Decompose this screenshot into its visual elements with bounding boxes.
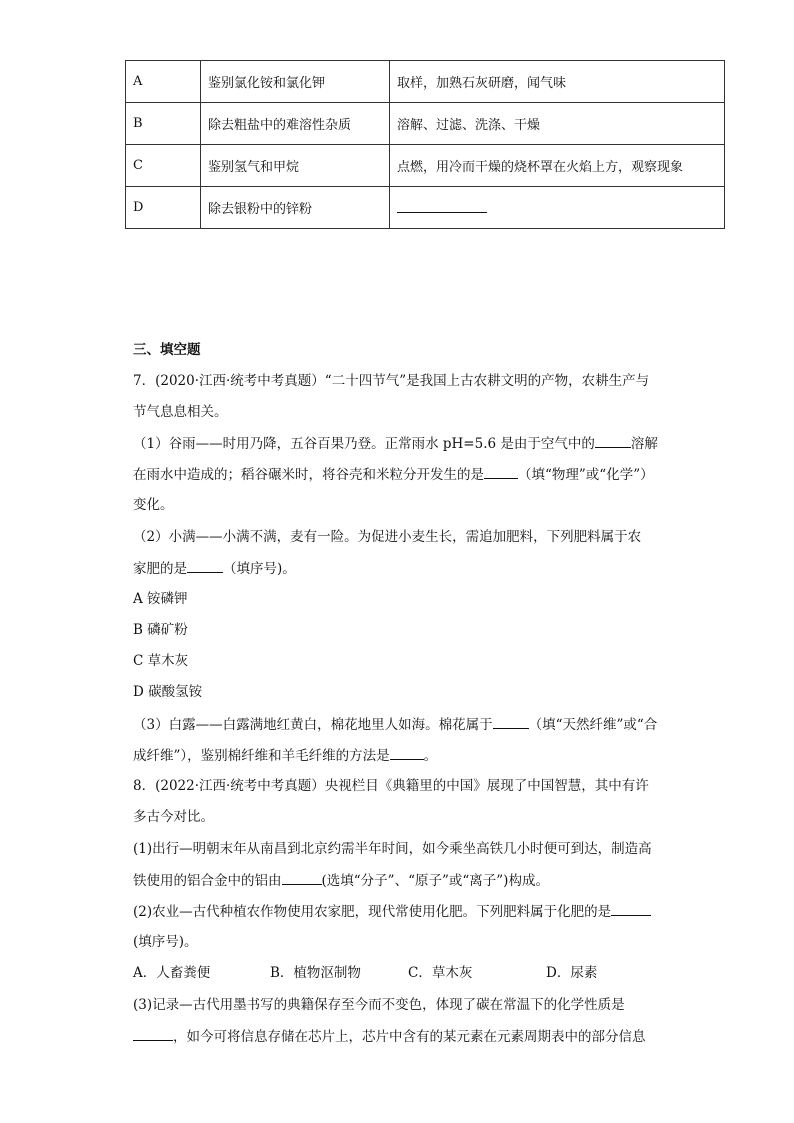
q7-line2: 节气息息相关。: [133, 404, 228, 420]
text: 成纤维”），鉴别棉纤维和羊毛纤维的方法是: [133, 748, 390, 764]
row-purpose: 鉴别氢气和甲烷: [201, 145, 390, 187]
choice-d: D．尿素: [546, 965, 598, 981]
row-method: 点燃，用冷而干燥的烧杯罩在火焰上方，观察现象: [390, 145, 725, 187]
q7-line1: 7．(2020·江西·统考中考真题）“二十四节气”是我国上古农耕文明的产物，农耕生产与: [133, 373, 650, 389]
text: （1）谷雨——时用乃降，五谷百果乃登。正常雨水 pH=5.6 是由于空气中的: [133, 436, 595, 452]
text: （填序号)。: [223, 561, 296, 577]
row-letter: B: [126, 103, 201, 145]
choice-a: A．人畜粪便: [133, 965, 211, 981]
q7-part2-line2: [133, 558, 296, 579]
q7-option-d: D 碳酸氢铵: [133, 684, 203, 700]
q8-part2-line2: (填序号)。: [133, 934, 198, 950]
q8-part2-line1: [133, 901, 651, 922]
answer-blank[interactable]: [390, 745, 424, 760]
q8-line1: 8．(2022·江西·统考中考真题）央视栏目《典籍里的中国》展现了中国智慧，其中有许: [133, 778, 649, 794]
answer-blank[interactable]: [484, 464, 518, 479]
q8-part1-line2: [133, 870, 549, 891]
q8-part1-line1: (1)出行—明朝末年从南昌到北京约需半年时间，如今乘坐高铁几小时便可到达，制造高: [133, 841, 652, 857]
q8-choices: [133, 963, 597, 983]
row-purpose: 除去银粉中的锌粉: [201, 187, 390, 229]
row-method: 取样，加熟石灰研磨，闻气味: [390, 61, 725, 103]
text: （填“物理”或“化学”）: [518, 467, 654, 483]
answer-blank[interactable]: [282, 870, 322, 885]
table-row: [126, 187, 725, 229]
text: （3）白露——白露满地红黄白，棉花地里人如海。棉花属于: [133, 717, 493, 733]
table-row: [126, 61, 725, 103]
q7-option-a: A 铵磷钾: [133, 591, 188, 607]
options-table: [125, 60, 725, 229]
text: 家肥的是: [133, 561, 187, 577]
row-letter: C: [126, 145, 201, 187]
answer-blank[interactable]: [595, 433, 631, 448]
text: 。: [423, 748, 438, 764]
row-method: 溶解、过滤、洗涤、干燥: [390, 103, 725, 145]
q8-part3-line2: [133, 1026, 646, 1047]
q7-part2-line1: （2）小满——小满不满，麦有一险。为促进小麦生长，需追加肥料，下列肥料属于农: [133, 529, 642, 545]
text: （填“天然纤维”或“合: [528, 717, 658, 733]
q7-option-c: C 草木灰: [133, 653, 189, 669]
q7-part1-line3: 变化。: [133, 497, 174, 513]
q7-part3-line2: [133, 745, 437, 766]
row-method-blank: [390, 187, 725, 229]
text: (2)农业—古代种植农作物使用农家肥，现代常使用化肥。下列肥料属于化肥的是: [133, 904, 612, 920]
choice-c: C．草木灰: [408, 965, 473, 981]
table-row: [126, 103, 725, 145]
q8-part3-line1: (3)记录—古代用墨书写的典籍保存至今而不变色，体现了碳在常温下的化学性质是: [133, 997, 625, 1013]
answer-blank[interactable]: [493, 714, 529, 729]
row-purpose: 鉴别氯化铵和氯化钾: [201, 61, 390, 103]
q7-part1-line2: [133, 464, 654, 485]
table-row: [126, 145, 725, 187]
text: ，如今可将信息存储在芯片上，芯片中含有的某元素在元素周期表中的部分信息: [173, 1029, 646, 1045]
row-letter: A: [126, 61, 201, 103]
answer-blank[interactable]: [397, 198, 487, 213]
q7-part3-line1: [133, 714, 657, 735]
text: (选填“分子”、“原子”或“离子”)构成。: [321, 873, 549, 889]
choice-b: B．植物沤制物: [270, 965, 361, 981]
answer-blank[interactable]: [133, 1026, 173, 1041]
text: 在雨水中造成的；稻谷碾米时，将谷壳和米粒分开发生的是: [133, 467, 484, 483]
q7-option-b: B 磷矿粉: [133, 622, 188, 638]
row-purpose: 除去粗盐中的难溶性杂质: [201, 103, 390, 145]
text: 溶解: [630, 436, 658, 452]
answer-blank[interactable]: [611, 901, 651, 916]
q8-line2: 多古今对比。: [133, 809, 214, 825]
answer-blank[interactable]: [187, 558, 223, 573]
section-title: 三、填空题: [133, 342, 201, 358]
q7-part1-line1: [133, 433, 658, 454]
row-letter: D: [126, 187, 201, 229]
text: 铁使用的铝合金中的铝由: [133, 873, 282, 889]
